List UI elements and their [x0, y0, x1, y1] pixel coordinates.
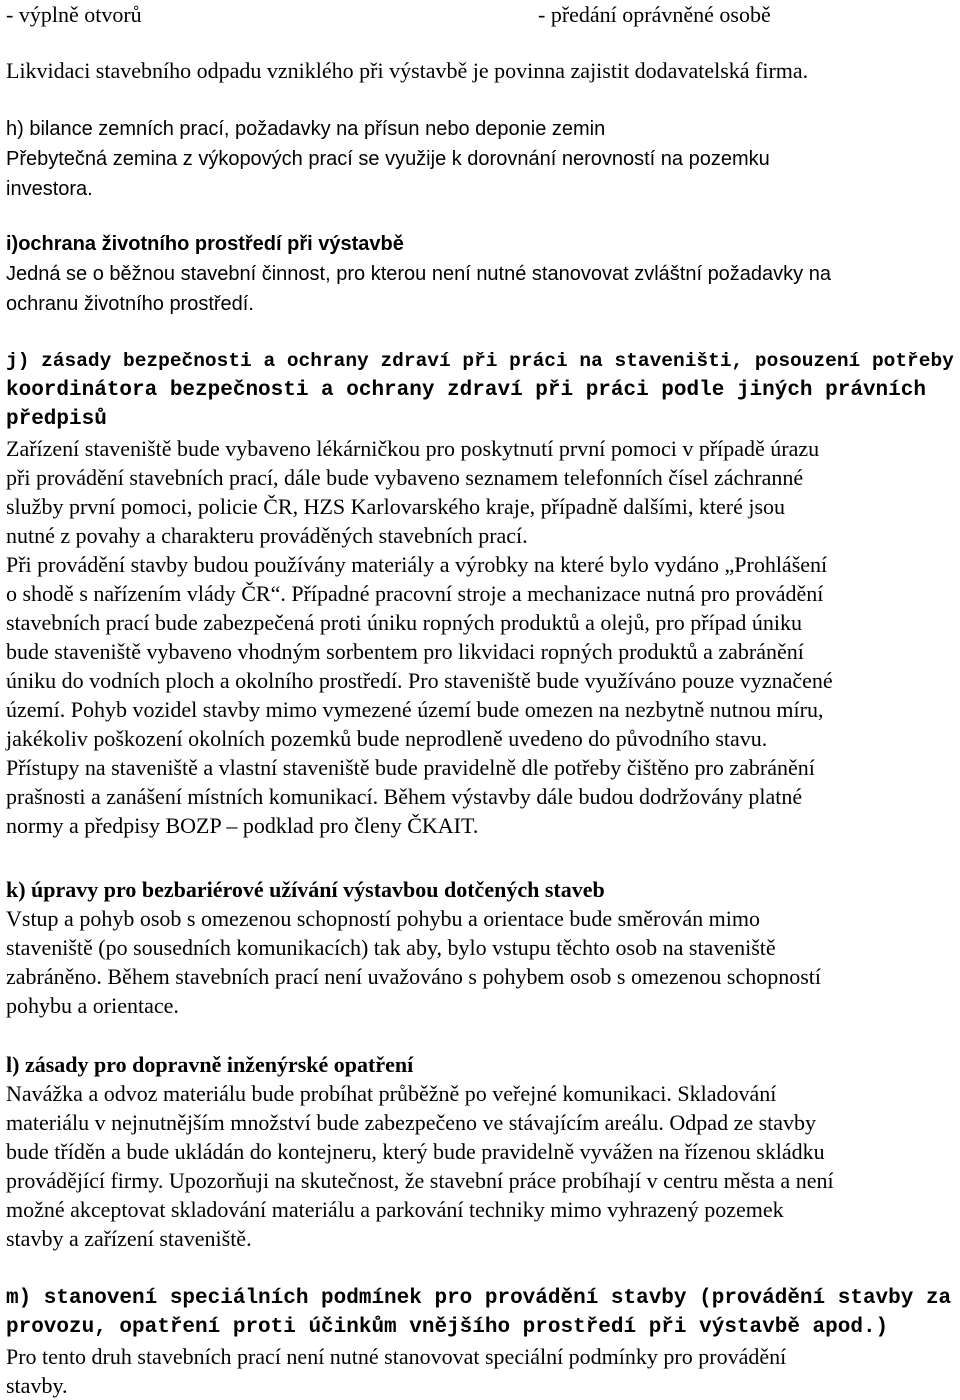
section-j-line: území. Pohyb vozidel stavby mimo vymezené území bude omezen na nezbytně nutnou míru,: [6, 697, 824, 722]
waste-text: Likvidaci stavebního odpadu vzniklého při výstavbě je povinna zajistit dodavatelská firma.: [6, 58, 809, 83]
section-l-line: stavby a zařízení staveniště.: [6, 1226, 252, 1251]
section-j-line: Při provádění stavby budou používány materiály a výrobky na které bylo vydáno „Prohlášení: [6, 552, 828, 577]
section-l-line: provádějící firmy. Upozorňuji na skutečnost, že stavební práce probíhají v centru města a není: [6, 1168, 834, 1193]
section-j: [6, 347, 956, 840]
section-m-line: Pro tento druh stavebních prací není nutné stanovovat speciální podmínky pro provádění: [6, 1344, 787, 1369]
section-j-heading: [6, 347, 956, 434]
section-j-line: bude staveniště vybaveno vhodným sorbentem pro likvidaci ropných produktů a zabránění: [6, 639, 804, 664]
section-m-heading-line: m) stanovení speciálních podmínek pro provádění stavby (provádění stavby za: [6, 1287, 952, 1310]
section-j-heading-line: j) zásady bezpečnosti a ochrany zdraví při práci na staveništi, posouzení potřeby: [6, 350, 954, 372]
section-k-line: Vstup a pohyb osob s omezenou schopností pohybu a orientace bude směrován mimo: [6, 906, 760, 931]
section-m-heading-line: provozu, opatření proti účinkům vnějšího prostředí při výstavbě apod.): [6, 1316, 889, 1339]
section-l: [6, 1050, 956, 1253]
section-m-line: stavby.: [6, 1373, 68, 1398]
section-j-heading-line: koordinátora bezpečnosti a ochrany zdraví při práci podle jiných právních: [6, 379, 926, 402]
section-h-line: Přebytečná zemina z výkopových prací se využije k dorovnání nerovností na pozemku: [6, 148, 770, 170]
section-i-line: Jedná se o běžnou stavební činnost, pro kterou není nutné stanovovat zvláštní požadavky na: [6, 263, 831, 285]
section-h-heading: h) bilance zemních prací, požadavky na přísun nebo deponie zemin: [6, 118, 606, 140]
section-h-line: investora.: [6, 178, 93, 200]
section-j-line: stavebních prací bude zabezpečená proti úniku ropných produktů a olejů, pro případ úniku: [6, 610, 803, 635]
section-k-line: staveniště (po sousedních komunikacích) tak aby, bylo vstupu těchto osob na staveniště: [6, 935, 776, 960]
section-j-line: nutné z povahy a charakteru prováděných stavebních prací.: [6, 523, 528, 548]
section-j-line: Zařízení staveniště bude vybaveno lékárničkou pro poskytnutí první pomoci v případě úrazu: [6, 436, 820, 461]
section-j-line: o shodě s nařízením vlády ČR“. Případné pracovní stroje a mechanizace nutná pro provádění: [6, 581, 824, 606]
section-j-line: úniku do vodních ploch a okolního prostředí. Pro staveniště bude využíváno pouze vyznačené: [6, 668, 833, 693]
section-i-line: ochranu životního prostředí.: [6, 293, 254, 315]
section-k-heading: k) úpravy pro bezbariérové užívání výstavbou dotčených staveb: [6, 877, 605, 902]
section-m-heading: [6, 1284, 956, 1342]
top-row-left: - výplně otvorů: [6, 2, 142, 27]
top-row-right: - předání oprávněné osobě: [538, 2, 771, 27]
section-j-line: služby první pomoci, policie ČR, HZS Karlovarského kraje, případně dalšími, které jsou: [6, 494, 786, 519]
section-h: [6, 114, 956, 204]
top-row-right-cell: [538, 0, 771, 29]
waste-paragraph: [6, 56, 808, 85]
section-j-heading-line: předpisů: [6, 408, 107, 431]
section-l-line: materiálu v nejnutnějším množství bude zabezpečeno ve stávajícím areálu. Odpad ze stavby: [6, 1110, 817, 1135]
section-j-line: Přístupy na staveniště a vlastní staveniště bude pravidelně dle potřeby čištěno pro zabránění: [6, 755, 815, 780]
section-j-line: normy a předpisy BOZP – podklad pro členy ČKAIT.: [6, 813, 479, 838]
section-k-line: pohybu a orientace.: [6, 993, 179, 1018]
section-j-line: jakékoliv poškození okolních pozemků bude neprodleně uvedeno do původního stavu.: [6, 726, 768, 751]
section-l-line: možné akceptovat skladování materiálu a parkování techniky mimo vyhrazený pozemek: [6, 1197, 784, 1222]
section-l-line: Navážka a odvoz materiálu bude probíhat průběžně po veřejné komunikaci. Skladování: [6, 1081, 777, 1106]
section-j-body: [6, 434, 956, 840]
section-i: [6, 229, 956, 319]
top-row: [6, 0, 142, 29]
section-k: [6, 875, 956, 1020]
section-j-line: při provádění stavebních prací, dále bude vybaveno seznamem telefonních čísel záchranné: [6, 465, 804, 490]
section-l-line: bude tříděn a bude ukládán do kontejneru, který bude pravidelně vyvážen na řízenou skládku: [6, 1139, 825, 1164]
section-i-heading: i)ochrana životního prostředí při výstavbě: [6, 233, 404, 255]
section-m: [6, 1284, 956, 1400]
section-k-line: zabráněno. Během stavebních prací není uvažováno s pohybem osob s omezenou schopností: [6, 964, 821, 989]
section-l-heading: l) zásady pro dopravně inženýrské opatření: [6, 1052, 414, 1077]
section-j-line: prašnosti a zanášení místních komunikací. Během výstavby dále budou dodržovány platné: [6, 784, 803, 809]
